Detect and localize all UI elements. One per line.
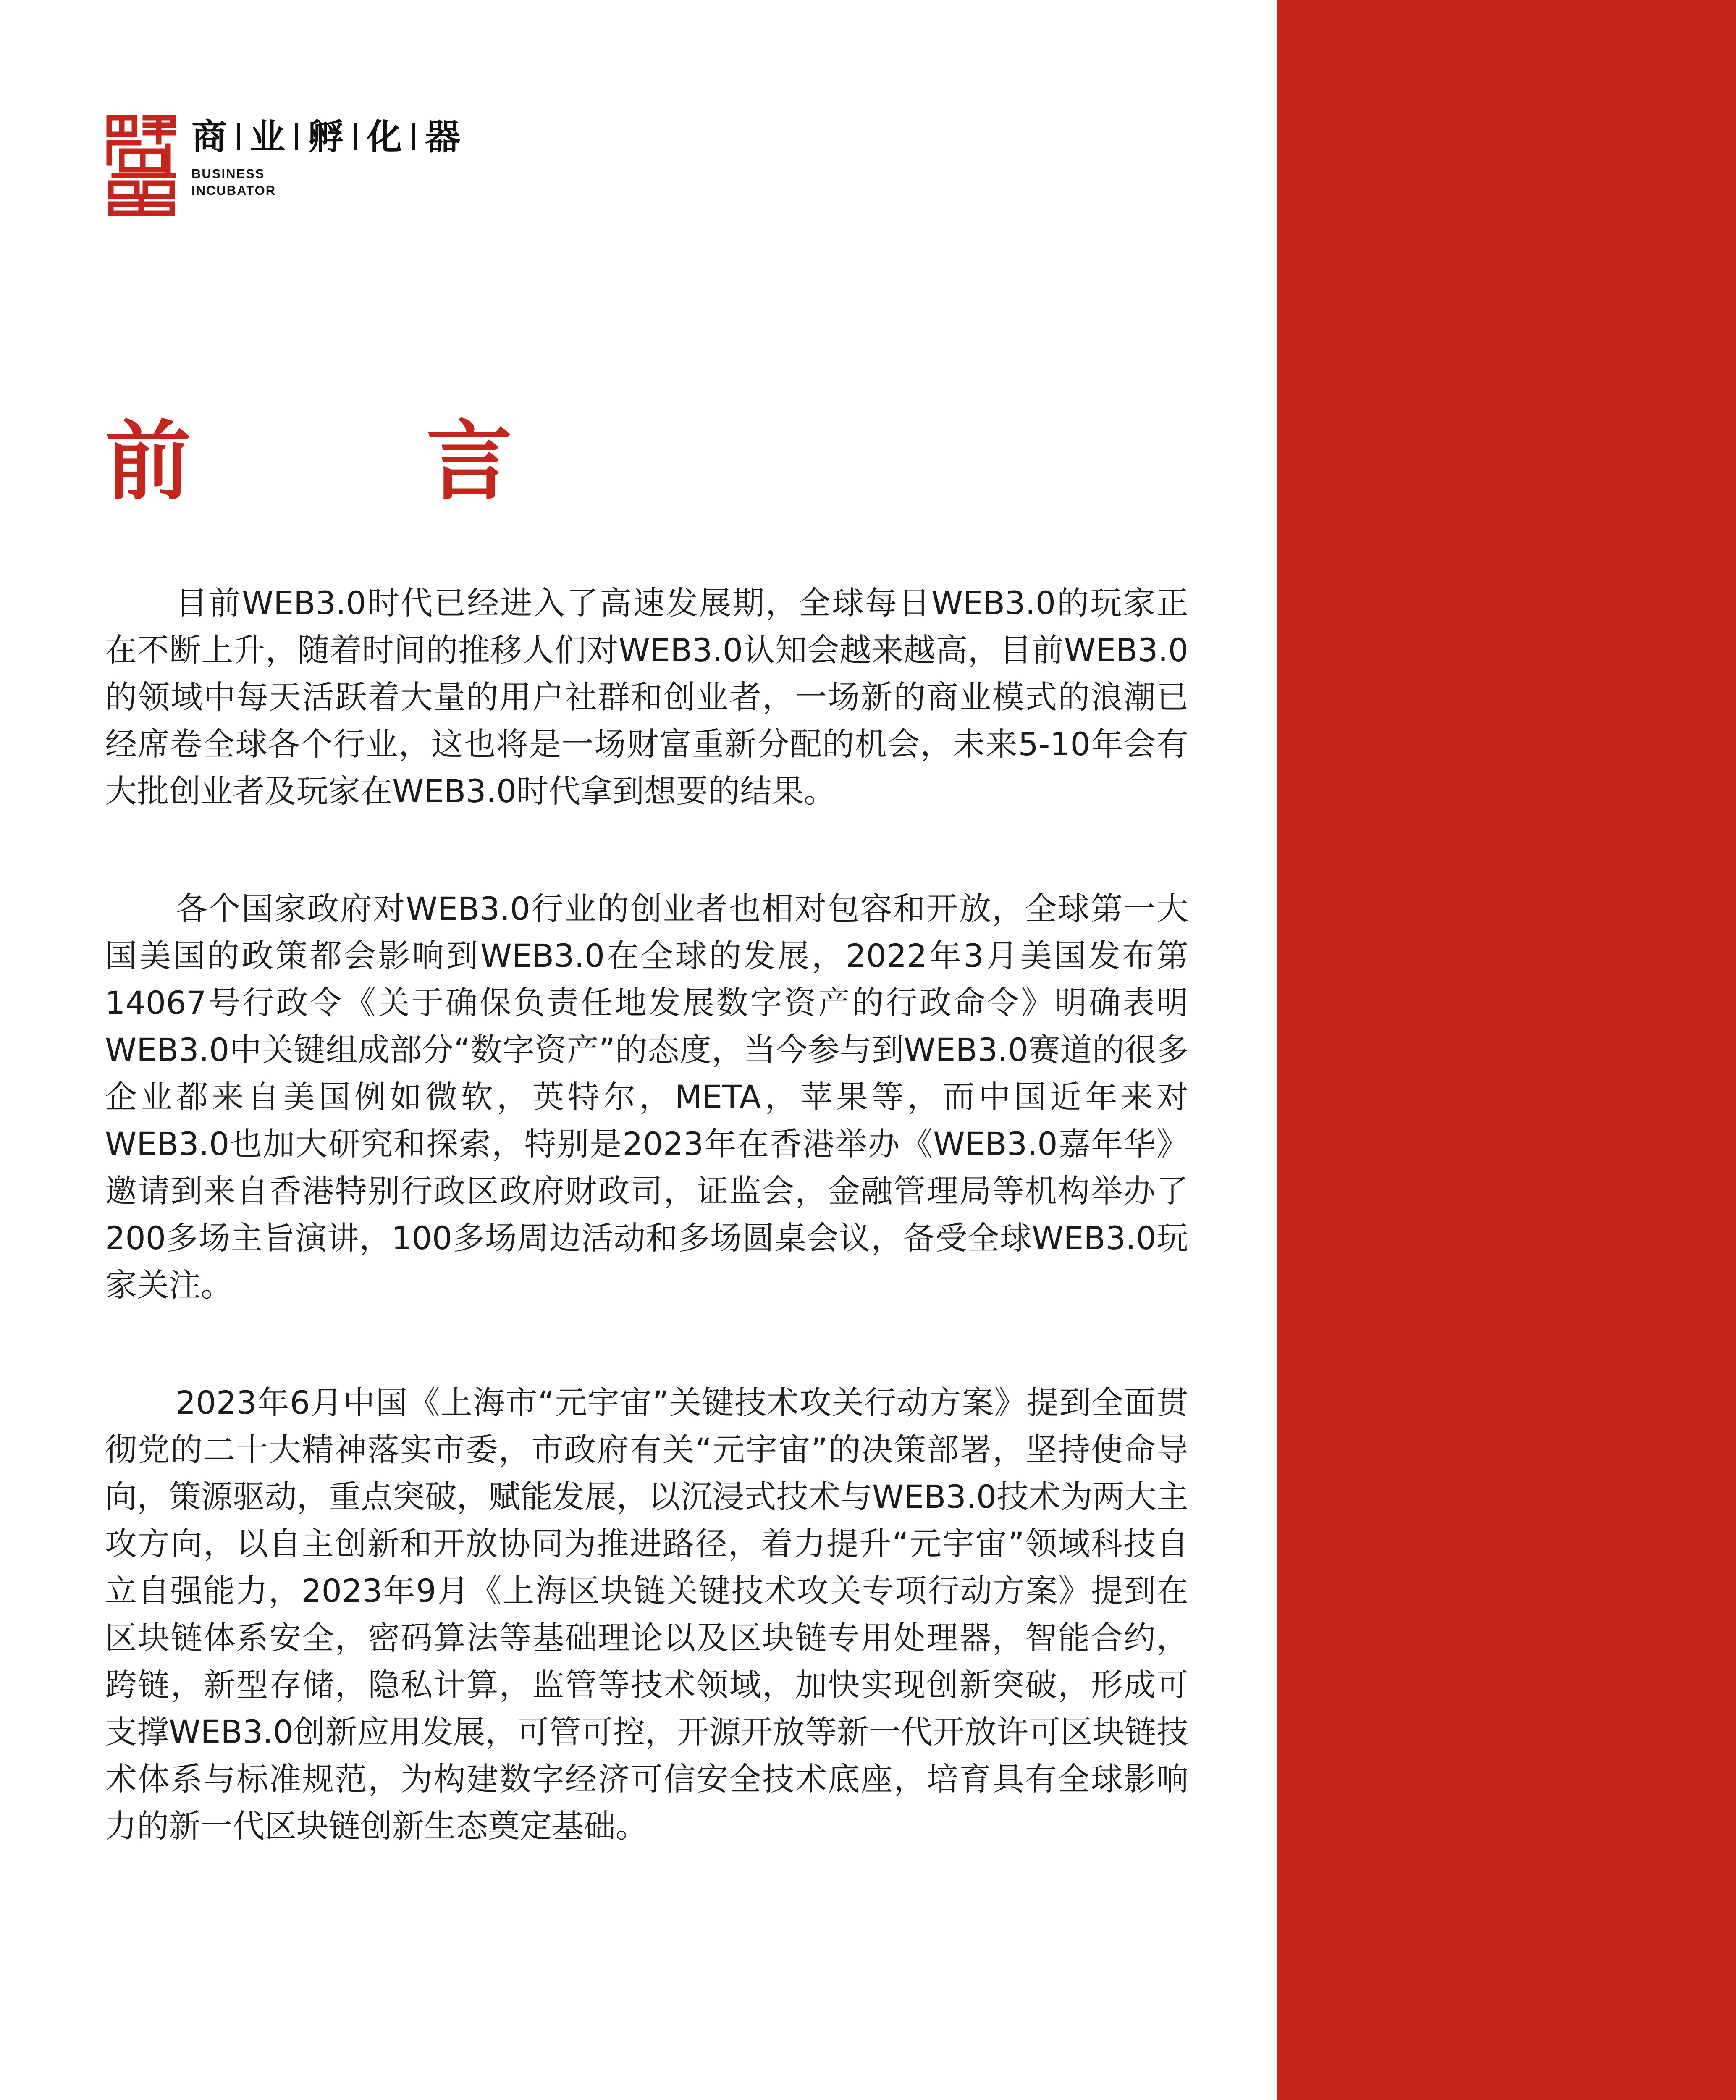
paragraph: 2023年6月中国《上海市“元宇宙”关键技术攻关行动方案》提到全面贯彻党的二十大精神落实市委，市政府有关“元宇宙”的决策部署，坚持使命导向，策源驱动，重点突破，赋能发展，以沉浸式技术与WEB3.0技术为两大主攻方向，以自主创新和开放协同为推进路径，着力提升“元宇宙”领域科技自立自强能力，2023年9月《上海区块链关键技术攻关专项行动方案》提到在区块链体系安全，密码算法等基础理论以及区块链专用处理器，智能合约，跨链，新型存储，隐私计算，监管等技术领域，加快实现创新突破，形成可支撑WEB3.0创新应用发展，可管可控，开源开放等新一代开放许可区块链技术体系与标准规范，为构建数字经济可信安全技术底座，培育具有全球影响力的新一代区块链创新生态奠定基础。 — [105, 1384, 1188, 1845]
brand-char: 器 — [425, 116, 461, 158]
brand-separator — [237, 123, 240, 150]
brand-name-cn — [191, 117, 460, 157]
brand-char: 孵 — [308, 116, 344, 158]
brand-name-en — [191, 165, 460, 199]
brand-char: 化 — [367, 116, 402, 158]
page-title: 前言 — [105, 412, 747, 512]
red-side-band — [1277, 0, 1736, 2100]
paragraph: 各个国家政府对WEB3.0行业的创业者也相对包容和开放，全球第一大国美国的政策都会影响到WEB3.0在全球的发展，2022年3月美国发布第14067号行政令《关于确保负责任地发展数字资产的行政命令》明确表明WEB3.0中关键组成部分“数字资产”的态度，当今参与到WEB3.0赛道的很多企业都来自美国例如微软，英特尔，META，苹果等，而中国近年来对WEB3.0也加大研究和探索，特别是2023年在香港举办《WEB3.0嘉年华》邀请到来自香港特别行政区政府财政司，证监会，金融管理局等机构举办了200多场主旨演讲，100多场周边活动和多场圆桌会议，备受全球WEB3.0玩家关注。 — [105, 890, 1188, 1304]
paragraph: 目前WEB3.0时代已经进入了高速发展期，全球每日WEB3.0的玩家正在不断上升，随着时间的推移人们对WEB3.0认知会越来越高，目前WEB3.0的领域中每天活跃着大量的用户社群和创业者，一场新的商业模式的浪潮已经席卷全球各个行业，这也将是一场财富重新分配的机会，未来5-10年会有大批创业者及玩家在WEB3.0时代拿到想要的结果。 — [105, 584, 1188, 810]
brand-name-en-line2: INCUBATOR — [191, 183, 276, 198]
brand-name-en-line1: BUSINESS — [191, 166, 265, 181]
seal-logo-icon — [105, 113, 177, 217]
brand-logo — [105, 113, 460, 218]
brand-char: 商 — [191, 116, 227, 158]
body-text — [105, 580, 1188, 1850]
brand-separator — [295, 123, 298, 150]
brand-separator — [354, 123, 357, 150]
brand-char: 业 — [250, 116, 286, 158]
brand-text — [191, 113, 460, 199]
brand-separator — [412, 123, 415, 150]
